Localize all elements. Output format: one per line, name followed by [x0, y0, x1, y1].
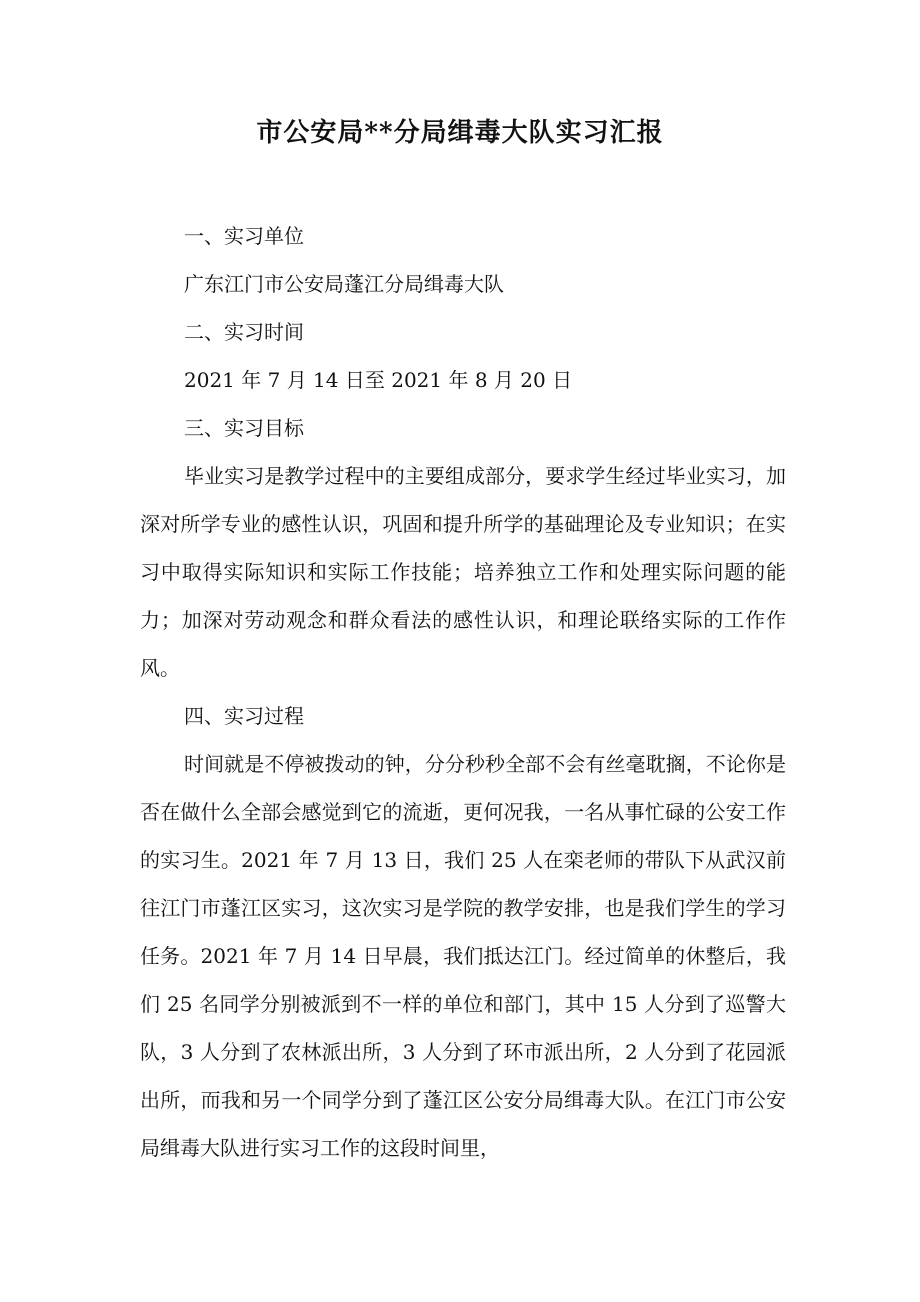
section-heading-time: 二、实习时间: [184, 320, 304, 344]
section-heading-goal: 三、实习目标: [184, 416, 304, 440]
goal-paragraph: 毕业实习是教学过程中的主要组成部分，要求学生经过毕业实习，加深对所学专业的感性认识，巩固和提升所学的基础理论及专业知识；在实习中取得实际知识和实际工作技能；培养独立工作和处理实际问题的能力；加深对劳动观念和群众看法的感性认识，和理论联络实际的工作作风。: [140, 464, 786, 680]
time-text: 2021 年 7 月 14 日至 2021 年 8 月 20 日: [184, 368, 573, 392]
section-heading-process: 四、实习过程: [184, 704, 304, 728]
unit-text: 广东江门市公安局蓬江分局缉毒大队: [184, 272, 504, 296]
document-body: [140, 212, 786, 1172]
section-heading-unit: 一、实习单位: [184, 224, 304, 248]
document-title: 市公安局**分局缉毒大队实习汇报: [256, 118, 664, 148]
process-paragraph: 时间就是不停被拨动的钟，分分秒秒全部不会有丝毫耽搁，不论你是否在做什么全部会感觉到它的流逝，更何况我，一名从事忙碌的公安工作的实习生。2021 年 7 月 13 日，我们 25 人在栾老师的带队下从武汉前往江门市蓬江区实习，这次实习是学院的教学安排，也是我们学生的学习任务。2021 年 7 月 14 日早晨，我们抵达江门。经过简单的休整后，我们 25 名同学分别被派到不一样的单位和部门，其中 15 人分到了巡警大队，3 人分到了农林派出所，3 人分到了环市派出所，2 人分到了花园派出所，而我和另一个同学分到了蓬江区公安分局缉毒大队。在江门市公安局缉毒大队进行实习工作的这段时间里，: [140, 752, 786, 1160]
